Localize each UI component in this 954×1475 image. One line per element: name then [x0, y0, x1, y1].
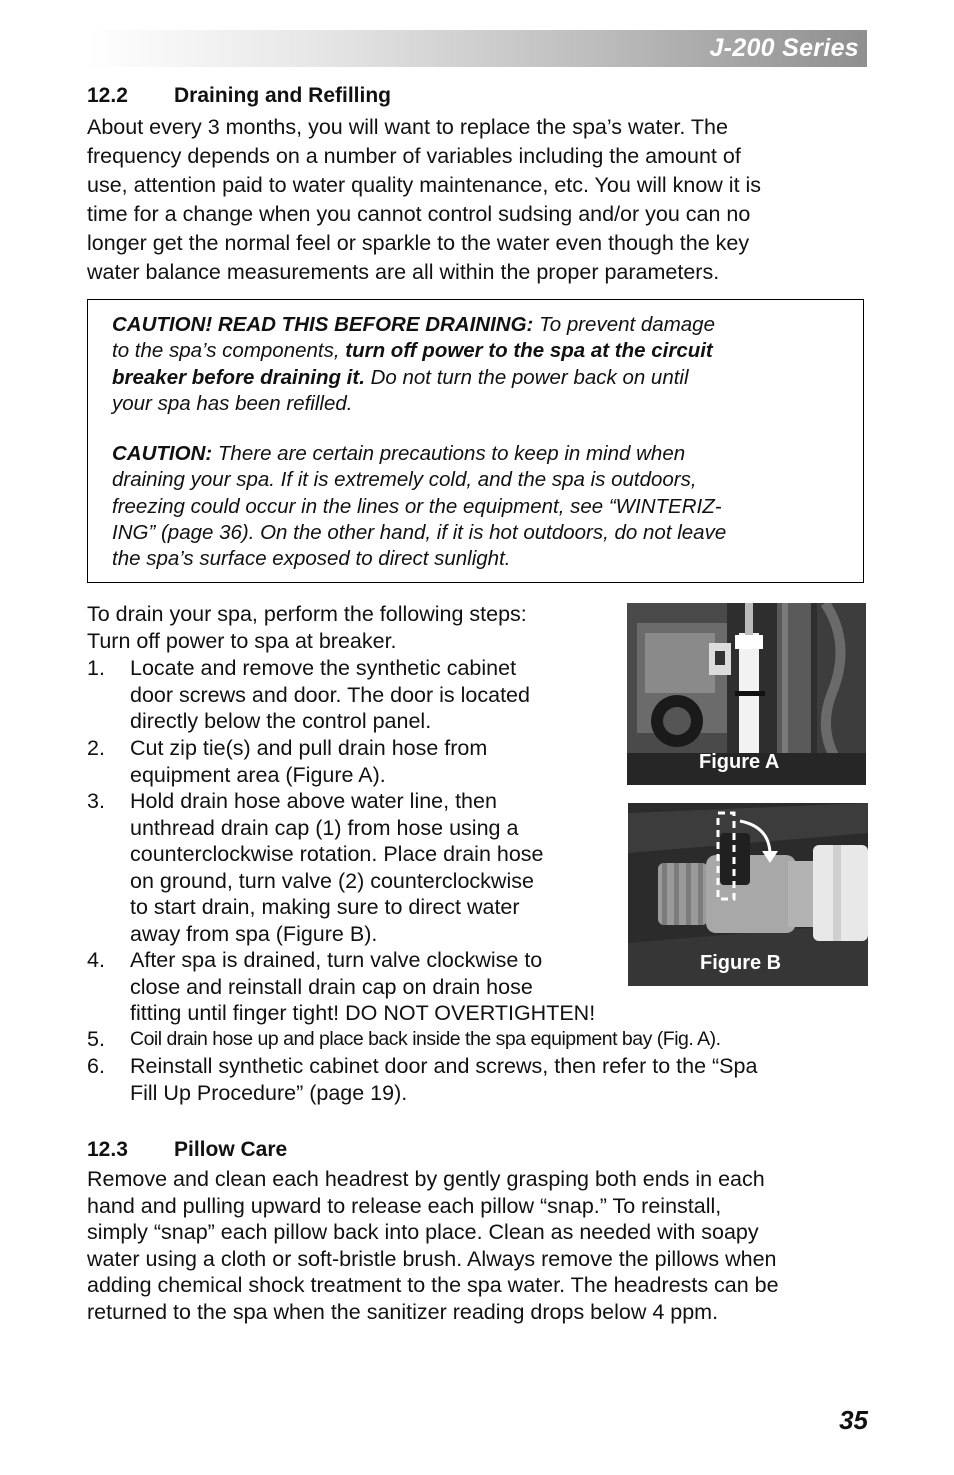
- step-line: away from spa (Figure B).: [130, 921, 378, 946]
- step-number: 2.: [87, 736, 105, 760]
- step-line: equipment area (Figure A).: [130, 762, 386, 787]
- paragraph-line: Remove and clean each headrest by gently grasping both ends in each: [87, 1167, 765, 1191]
- paragraph-line: returned to the spa when the sanitizer reading drops below 4 ppm.: [87, 1299, 719, 1324]
- section-title: Pillow Care: [174, 1138, 288, 1161]
- paragraph-line: frequency depends on a number of variables including the amount of: [87, 144, 741, 168]
- paragraph-line: adding chemical shock treatment to the spa water. The headrests can be: [87, 1273, 779, 1298]
- step-number: 4.: [87, 948, 105, 972]
- step-line: After spa is drained, turn valve clockwise to: [130, 948, 543, 972]
- step-line: to start drain, making sure to direct water: [130, 895, 520, 919]
- step-number: 3.: [87, 789, 105, 813]
- caution-heading: CAUTION:: [112, 442, 213, 465]
- pillow-care-paragraph: [87, 1166, 862, 1326]
- paragraph-line: hand and pulling upward to release each pillow “snap.” To reinstall,: [87, 1193, 722, 1218]
- section-title: Draining and Refilling: [174, 84, 392, 107]
- step-line: Coil drain hose up and place back inside the spa equipment bay (Fig. A).: [130, 1028, 721, 1050]
- paragraph-line: use, attention paid to water quality maintenance, etc. You will know it is: [87, 173, 762, 197]
- intro-line: To drain your spa, perform the following steps:: [87, 602, 527, 626]
- paragraph-line: About every 3 months, you will want to replace the spa’s water. The: [87, 115, 728, 139]
- step-line: Hold drain hose above water line, then: [130, 789, 497, 813]
- caution-precautions-paragraph: [112, 441, 847, 572]
- caution-text: There are certain precautions to keep in mind when: [212, 442, 686, 465]
- step-number: 1.: [87, 656, 105, 680]
- step-line: unthread drain cap (1) from hose using a: [130, 815, 519, 840]
- caution-emphasis: turn off power to the spa at the circuit: [345, 339, 713, 363]
- caution-text: Do not turn the power back on until: [364, 365, 689, 389]
- drain-steps-intro: [87, 601, 527, 655]
- paragraph-line: simply “snap” each pillow back into place. Clean as needed with soapy: [87, 1220, 759, 1245]
- page-number: 35: [839, 1405, 868, 1435]
- step-line: close and reinstall drain cap on drain hose: [130, 974, 533, 999]
- section-heading-12-3: [87, 1138, 287, 1162]
- step-line: Locate and remove the synthetic cabinet: [130, 656, 517, 680]
- series-header-bar: [87, 30, 867, 67]
- intro-line: Turn off power to spa at breaker.: [87, 629, 397, 653]
- step-number: 6.: [87, 1054, 105, 1078]
- caution-text: ING” (page 36). On the other hand, if it is hot outdoors, do not leave: [112, 520, 727, 544]
- step-line: Reinstall synthetic cabinet door and screws, then refer to the “Spa: [130, 1054, 758, 1078]
- caution-heading: CAUTION! READ THIS BEFORE DRAINING:: [112, 313, 534, 336]
- step-line: Fill Up Procedure” (page 19).: [130, 1080, 408, 1105]
- caution-draining-paragraph: [112, 312, 847, 417]
- figure-a-photo: [627, 603, 866, 785]
- paragraph-line: time for a change when you cannot control sudsing and/or you can no: [87, 202, 751, 226]
- caution-box: [87, 299, 864, 583]
- step-line: fitting until finger tight! DO NOT OVERTIGHTEN!: [130, 1001, 596, 1025]
- caution-text: draining your spa. If it is extremely cold, and the spa is outdoors,: [112, 468, 697, 492]
- step-line: Cut zip tie(s) and pull drain hose from: [130, 736, 488, 760]
- paragraph-line: water balance measurements are all within the proper parameters.: [87, 260, 720, 284]
- section-number: 12.2: [87, 84, 128, 107]
- caution-text: to the spa’s components,: [112, 339, 346, 363]
- figure-b-photo: [628, 803, 868, 986]
- caution-text: your spa has been refilled.: [112, 391, 353, 415]
- figure-a-label: Figure A: [699, 751, 780, 773]
- paragraph-line: water using a cloth or soft-bristle brush. Always remove the pillows when: [87, 1246, 777, 1271]
- paragraph-line: longer get the normal feel or sparkle to the water even though the key: [87, 231, 750, 255]
- step-line: counterclockwise rotation. Place drain hose: [130, 842, 544, 866]
- figure-b-label: Figure B: [700, 952, 782, 974]
- section-heading-12-2: [87, 84, 391, 108]
- series-title: J-200 Series: [709, 34, 859, 62]
- step-number: 5.: [87, 1027, 105, 1051]
- section-number: 12.3: [87, 1138, 128, 1161]
- step-line: directly below the control panel.: [130, 709, 432, 733]
- caution-text: the spa’s surface exposed to direct sunlight.: [112, 547, 511, 571]
- draining-intro-paragraph: [87, 113, 862, 287]
- step-line: door screws and door. The door is located: [130, 682, 530, 707]
- step-line: on ground, turn valve (2) counterclockwise: [130, 868, 534, 893]
- caution-emphasis: breaker before draining it.: [112, 365, 365, 389]
- caution-text: freezing could occur in the lines or the equipment, see “WINTERIZ-: [112, 494, 722, 518]
- caution-text: To prevent damage: [533, 313, 715, 336]
